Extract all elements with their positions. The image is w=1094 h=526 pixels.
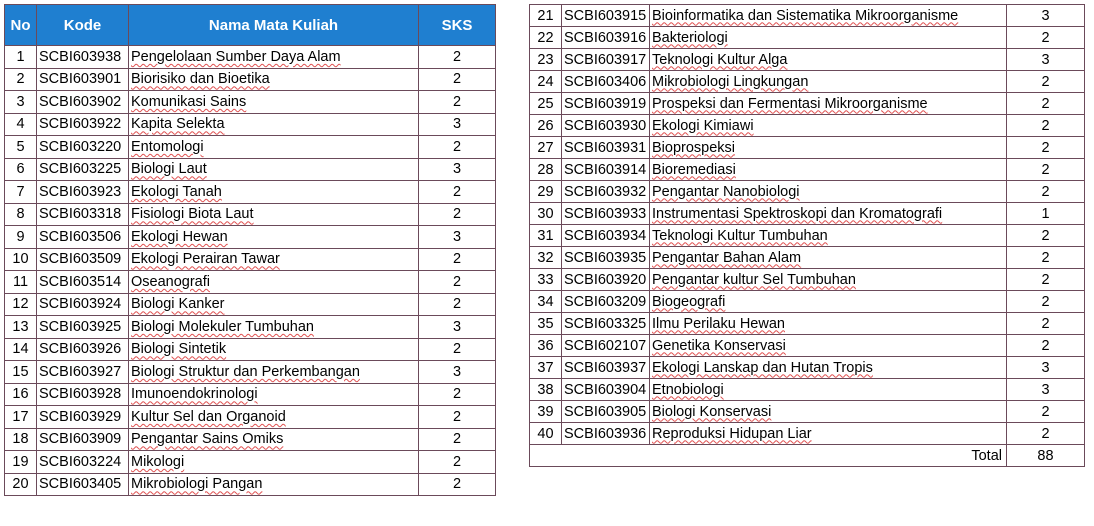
course-code: SCBI603325 [562, 313, 650, 335]
course-sks: 2 [1007, 181, 1085, 203]
course-sks: 2 [419, 68, 496, 91]
course-name: Kultur Sel dan Organoid [129, 406, 419, 429]
course-code: SCBI603514 [37, 271, 129, 294]
course-no: 18 [5, 428, 37, 451]
course-code: SCBI603936 [562, 423, 650, 445]
table-row [530, 137, 1085, 159]
course-name: Biologi Kanker [129, 293, 419, 316]
course-sks: 2 [419, 136, 496, 159]
course-name: Biologi Konservasi [650, 401, 1007, 423]
course-name: Bioremediasi [650, 159, 1007, 181]
total-label: Total [530, 445, 1007, 467]
table-row [5, 338, 496, 361]
header-name: Nama Mata Kuliah [129, 5, 419, 46]
course-sks: 2 [419, 293, 496, 316]
course-no: 27 [530, 137, 562, 159]
table-row [530, 379, 1085, 401]
course-code: SCBI603406 [562, 71, 650, 93]
course-sks: 3 [419, 361, 496, 384]
course-code: SCBI603920 [562, 269, 650, 291]
course-code: SCBI603506 [37, 226, 129, 249]
course-code: SCBI603935 [562, 247, 650, 269]
course-no: 26 [530, 115, 562, 137]
course-code: SCBI603931 [562, 137, 650, 159]
course-name: Mikrobiologi Lingkungan [650, 71, 1007, 93]
course-code: SCBI603220 [37, 136, 129, 159]
course-no: 13 [5, 316, 37, 339]
table-row [5, 158, 496, 181]
course-sks: 2 [1007, 93, 1085, 115]
table-row [5, 181, 496, 204]
course-code: SCBI603901 [37, 68, 129, 91]
table-row [530, 357, 1085, 379]
course-name: Biorisiko dan Bioetika [129, 68, 419, 91]
course-no: 15 [5, 361, 37, 384]
course-sks: 3 [419, 158, 496, 181]
course-no: 24 [530, 71, 562, 93]
course-name: Etnobiologi [650, 379, 1007, 401]
course-sks: 2 [1007, 225, 1085, 247]
table-row [5, 473, 496, 496]
course-name: Ekologi Tanah [129, 181, 419, 204]
course-sks: 1 [1007, 203, 1085, 225]
course-sks: 2 [419, 203, 496, 226]
course-no: 4 [5, 113, 37, 136]
course-name: Ekologi Lanskap dan Hutan Tropis [650, 357, 1007, 379]
course-code: SCBI603932 [562, 181, 650, 203]
course-code: SCBI603923 [37, 181, 129, 204]
course-sks: 3 [1007, 379, 1085, 401]
course-code: SCBI603915 [562, 5, 650, 27]
table-row [530, 269, 1085, 291]
course-name: Prospeksi dan Fermentasi Mikroorganisme [650, 93, 1007, 115]
course-code: SCBI603924 [37, 293, 129, 316]
course-sks: 2 [419, 271, 496, 294]
course-name: Reproduksi Hidupan Liar [650, 423, 1007, 445]
course-sks: 3 [1007, 357, 1085, 379]
course-name: Oseanografi [129, 271, 419, 294]
course-sks: 2 [419, 338, 496, 361]
course-name: Bakteriologi [650, 27, 1007, 49]
course-no: 28 [530, 159, 562, 181]
course-code: SCBI603914 [562, 159, 650, 181]
course-sks: 2 [419, 383, 496, 406]
course-name: Ekologi Perairan Tawar [129, 248, 419, 271]
course-no: 16 [5, 383, 37, 406]
course-name: Biologi Laut [129, 158, 419, 181]
course-code: SCBI603930 [562, 115, 650, 137]
table-row [5, 293, 496, 316]
course-no: 11 [5, 271, 37, 294]
table-row [530, 93, 1085, 115]
course-code: SCBI603922 [37, 113, 129, 136]
course-no: 12 [5, 293, 37, 316]
table-row [530, 247, 1085, 269]
course-code: SCBI603937 [562, 357, 650, 379]
table-row [530, 203, 1085, 225]
course-sks: 2 [1007, 247, 1085, 269]
table-row [530, 115, 1085, 137]
table-row [5, 271, 496, 294]
course-no: 17 [5, 406, 37, 429]
course-name: Teknologi Kultur Alga [650, 49, 1007, 71]
table-row [530, 181, 1085, 203]
course-code: SCBI603933 [562, 203, 650, 225]
course-name: Instrumentasi Spektroskopi dan Kromatografi [650, 203, 1007, 225]
course-sks: 2 [1007, 137, 1085, 159]
course-no: 3 [5, 91, 37, 114]
table-row [530, 225, 1085, 247]
course-sks: 3 [419, 113, 496, 136]
course-sks: 2 [419, 428, 496, 451]
course-no: 1 [5, 46, 37, 69]
course-name: Biogeografi [650, 291, 1007, 313]
course-sks: 2 [1007, 313, 1085, 335]
table-row [5, 383, 496, 406]
course-no: 37 [530, 357, 562, 379]
course-name: Ekologi Kimiawi [650, 115, 1007, 137]
course-no: 39 [530, 401, 562, 423]
table-row [5, 406, 496, 429]
course-name: Mikrobiologi Pangan [129, 473, 419, 496]
course-no: 10 [5, 248, 37, 271]
course-no: 25 [530, 93, 562, 115]
table-row [5, 68, 496, 91]
course-no: 21 [530, 5, 562, 27]
course-sks: 3 [1007, 5, 1085, 27]
table-row [5, 203, 496, 226]
course-code: SCBI603916 [562, 27, 650, 49]
course-no: 36 [530, 335, 562, 357]
table-row [530, 291, 1085, 313]
table-row [5, 248, 496, 271]
table-row [5, 46, 496, 69]
course-no: 38 [530, 379, 562, 401]
header-sks: SKS [419, 5, 496, 46]
course-sks: 2 [1007, 115, 1085, 137]
course-table-right [529, 4, 1085, 467]
course-no: 34 [530, 291, 562, 313]
course-name: Ekologi Hewan [129, 226, 419, 249]
course-sks: 2 [1007, 423, 1085, 445]
course-sks: 2 [1007, 291, 1085, 313]
course-no: 23 [530, 49, 562, 71]
course-no: 9 [5, 226, 37, 249]
table-row [530, 401, 1085, 423]
course-sks: 2 [419, 248, 496, 271]
course-code: SCBI603318 [37, 203, 129, 226]
course-code: SCBI603926 [37, 338, 129, 361]
course-code: SCBI603224 [37, 451, 129, 474]
table-row [530, 5, 1085, 27]
course-no: 30 [530, 203, 562, 225]
course-name: Pengantar Bahan Alam [650, 247, 1007, 269]
course-name: Teknologi Kultur Tumbuhan [650, 225, 1007, 247]
table-row [530, 335, 1085, 357]
course-no: 35 [530, 313, 562, 335]
course-name: Biologi Sintetik [129, 338, 419, 361]
table-row [5, 316, 496, 339]
course-name: Mikologi [129, 451, 419, 474]
course-code: SCBI603919 [562, 93, 650, 115]
table-row [5, 428, 496, 451]
total-row [530, 445, 1085, 467]
course-code: SCBI603904 [562, 379, 650, 401]
course-no: 20 [5, 473, 37, 496]
header-no: No [5, 5, 37, 46]
course-name: Ilmu Perilaku Hewan [650, 313, 1007, 335]
course-name: Pengantar Sains Omiks [129, 428, 419, 451]
course-code: SCBI603209 [562, 291, 650, 313]
total-value: 88 [1007, 445, 1085, 467]
course-sks: 3 [419, 316, 496, 339]
course-no: 19 [5, 451, 37, 474]
course-sks: 2 [1007, 159, 1085, 181]
course-code: SCBI603929 [37, 406, 129, 429]
course-name: Bioinformatika dan Sistematika Mikroorganisme [650, 5, 1007, 27]
course-no: 31 [530, 225, 562, 247]
course-no: 29 [530, 181, 562, 203]
course-name: Fisiologi Biota Laut [129, 203, 419, 226]
course-code: SCBI603225 [37, 158, 129, 181]
course-table-left [4, 4, 496, 496]
course-name: Imunoendokrinologi [129, 383, 419, 406]
course-sks: 3 [419, 226, 496, 249]
course-code: SCBI603938 [37, 46, 129, 69]
table-row [530, 49, 1085, 71]
header-row [5, 5, 496, 46]
course-name: Biologi Molekuler Tumbuhan [129, 316, 419, 339]
course-code: SCBI603928 [37, 383, 129, 406]
course-sks: 2 [419, 451, 496, 474]
course-no: 2 [5, 68, 37, 91]
course-name: Kapita Selekta [129, 113, 419, 136]
course-name: Pengantar Nanobiologi [650, 181, 1007, 203]
course-sks: 2 [419, 406, 496, 429]
course-no: 14 [5, 338, 37, 361]
table-row [5, 226, 496, 249]
course-no: 40 [530, 423, 562, 445]
table-row [5, 361, 496, 384]
table-row [5, 451, 496, 474]
table-row [5, 113, 496, 136]
table-row [5, 91, 496, 114]
course-sks: 2 [419, 473, 496, 496]
course-name: Entomologi [129, 136, 419, 159]
course-name: Komunikasi Sains [129, 91, 419, 114]
course-no: 6 [5, 158, 37, 181]
course-sks: 2 [1007, 71, 1085, 93]
course-code: SCBI603927 [37, 361, 129, 384]
course-no: 33 [530, 269, 562, 291]
course-sks: 2 [1007, 335, 1085, 357]
course-code: SCBI603509 [37, 248, 129, 271]
table-row [530, 159, 1085, 181]
course-name: Genetika Konservasi [650, 335, 1007, 357]
header-code: Kode [37, 5, 129, 46]
course-name: Biologi Struktur dan Perkembangan [129, 361, 419, 384]
table-row [530, 71, 1085, 93]
course-sks: 2 [1007, 27, 1085, 49]
course-name: Pengantar kultur Sel Tumbuhan [650, 269, 1007, 291]
table-row [530, 313, 1085, 335]
table-row [530, 27, 1085, 49]
course-code: SCBI603405 [37, 473, 129, 496]
table-row [530, 423, 1085, 445]
course-no: 7 [5, 181, 37, 204]
course-sks: 2 [419, 181, 496, 204]
table-row [5, 136, 496, 159]
course-sks: 3 [1007, 49, 1085, 71]
course-sks: 2 [419, 91, 496, 114]
course-no: 8 [5, 203, 37, 226]
course-name: Pengelolaan Sumber Daya Alam [129, 46, 419, 69]
course-code: SCBI603905 [562, 401, 650, 423]
course-code: SCBI603909 [37, 428, 129, 451]
course-sks: 2 [419, 46, 496, 69]
course-name: Bioprospeksi [650, 137, 1007, 159]
course-code: SCBI603934 [562, 225, 650, 247]
course-no: 32 [530, 247, 562, 269]
course-no: 5 [5, 136, 37, 159]
course-sks: 2 [1007, 269, 1085, 291]
course-code: SCBI603925 [37, 316, 129, 339]
course-code: SCBI603917 [562, 49, 650, 71]
course-sks: 2 [1007, 401, 1085, 423]
course-no: 22 [530, 27, 562, 49]
course-code: SCBI602107 [562, 335, 650, 357]
course-code: SCBI603902 [37, 91, 129, 114]
